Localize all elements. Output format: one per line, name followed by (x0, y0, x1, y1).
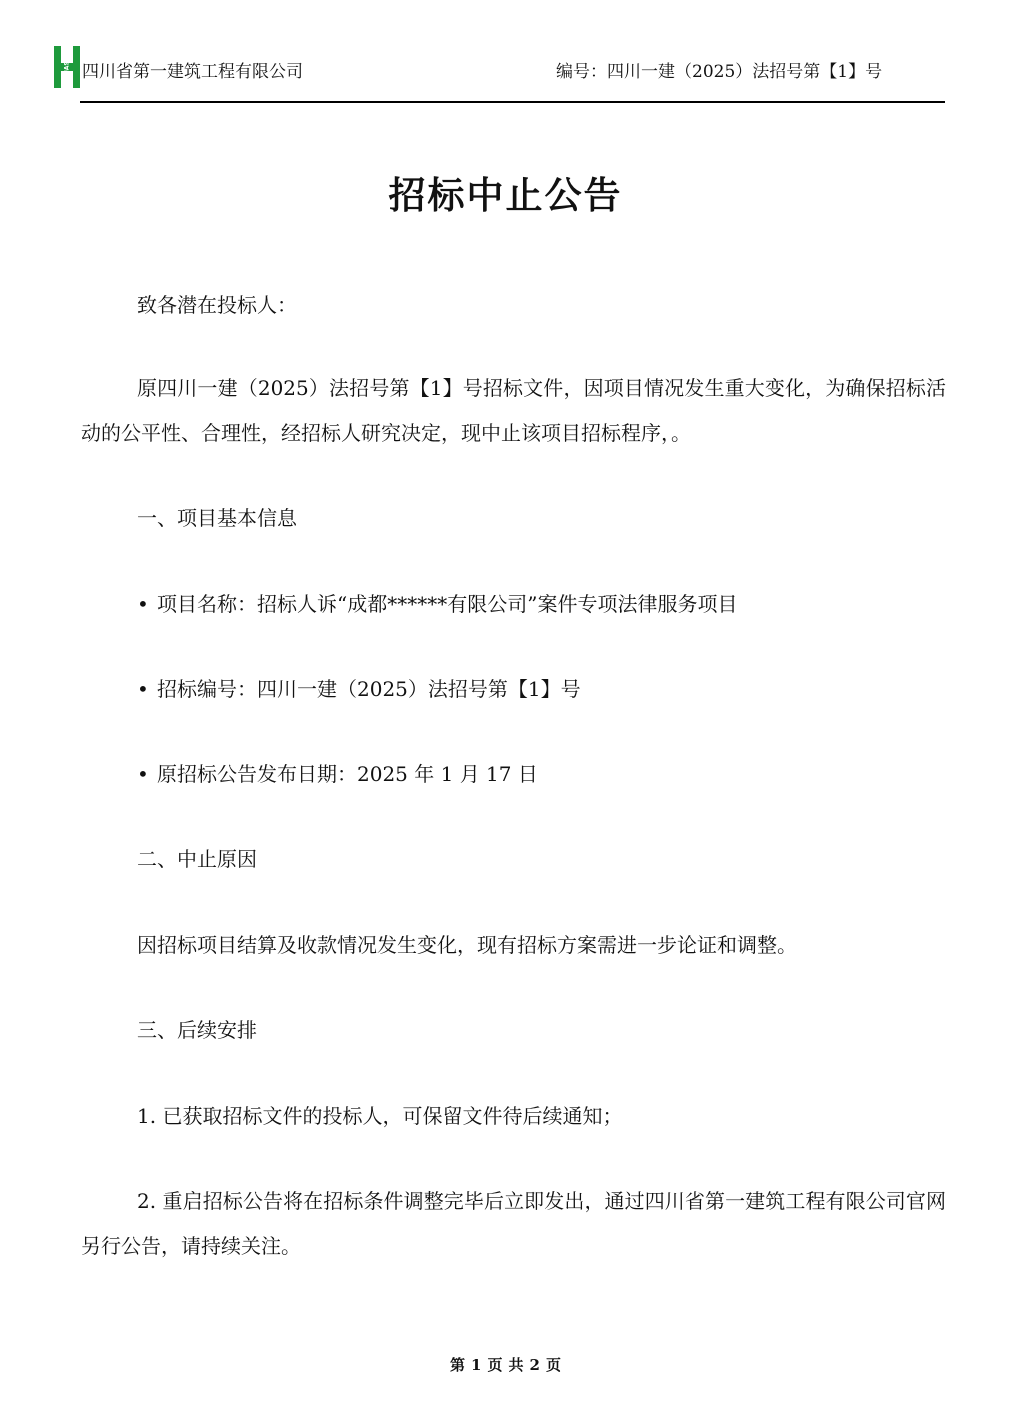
project-name: 项目名称：招标人诉“成都******有限公司”案件专项法律服务项目 (157, 592, 738, 616)
page-footer (0, 1354, 1011, 1376)
header-divider (80, 101, 945, 103)
salutation: 致各潜在投标人： (137, 293, 297, 317)
list-item (137, 760, 538, 788)
page-label: 共 (508, 1356, 524, 1374)
followup-item-1: 1. 已获取招标文件的投标人，可保留文件待后续通知； (137, 1104, 623, 1128)
suspension-reason: 因招标项目结算及收款情况发生变化，现有招标方案需进一步论证和调整。 (137, 933, 797, 957)
tender-number: 招标编号：四川一建（2025）法招号第【1】号 (157, 677, 581, 701)
section3-heading: 三、后续安排 (137, 1018, 257, 1042)
logo-text: HUASHI (63, 54, 71, 80)
list-item (137, 590, 737, 618)
page-current: 1 (471, 1356, 482, 1374)
bullet-icon: • (137, 677, 149, 701)
page-label: 第 (450, 1356, 466, 1374)
publish-date: 原招标公告发布日期：2025 年 1 月 17 日 (157, 762, 538, 786)
list-item (137, 675, 581, 703)
page-label: 页 (487, 1356, 503, 1374)
followup-item-2: 2. 重启招标公告将在招标条件调整完毕后立即发出，通过四川省第一建筑工程有限公司官网另行公告，请持续关注。 (81, 1189, 946, 1258)
bullet-icon: • (137, 762, 149, 786)
page-total: 2 (529, 1356, 540, 1374)
page-header (0, 0, 1011, 110)
section2-heading: 二、中止原因 (137, 847, 257, 871)
intro-paragraph: 原四川一建（2025）法招号第【1】号招标文件，因项目情况发生重大变化，为确保招标活动的公平性、合理性，经招标人研究决定，现中止该项目招标程序，。 (81, 376, 946, 445)
page-label: 页 (545, 1356, 561, 1374)
document-number: 编号：四川一建（2025）法招号第【1】号 (556, 62, 883, 82)
company-name: 四川省第一建筑工程有限公司 (82, 62, 303, 82)
company-logo (54, 46, 80, 88)
section1-heading: 一、项目基本信息 (137, 506, 297, 530)
bullet-icon: • (137, 592, 149, 616)
page-title: 招标中止公告 (388, 174, 623, 217)
